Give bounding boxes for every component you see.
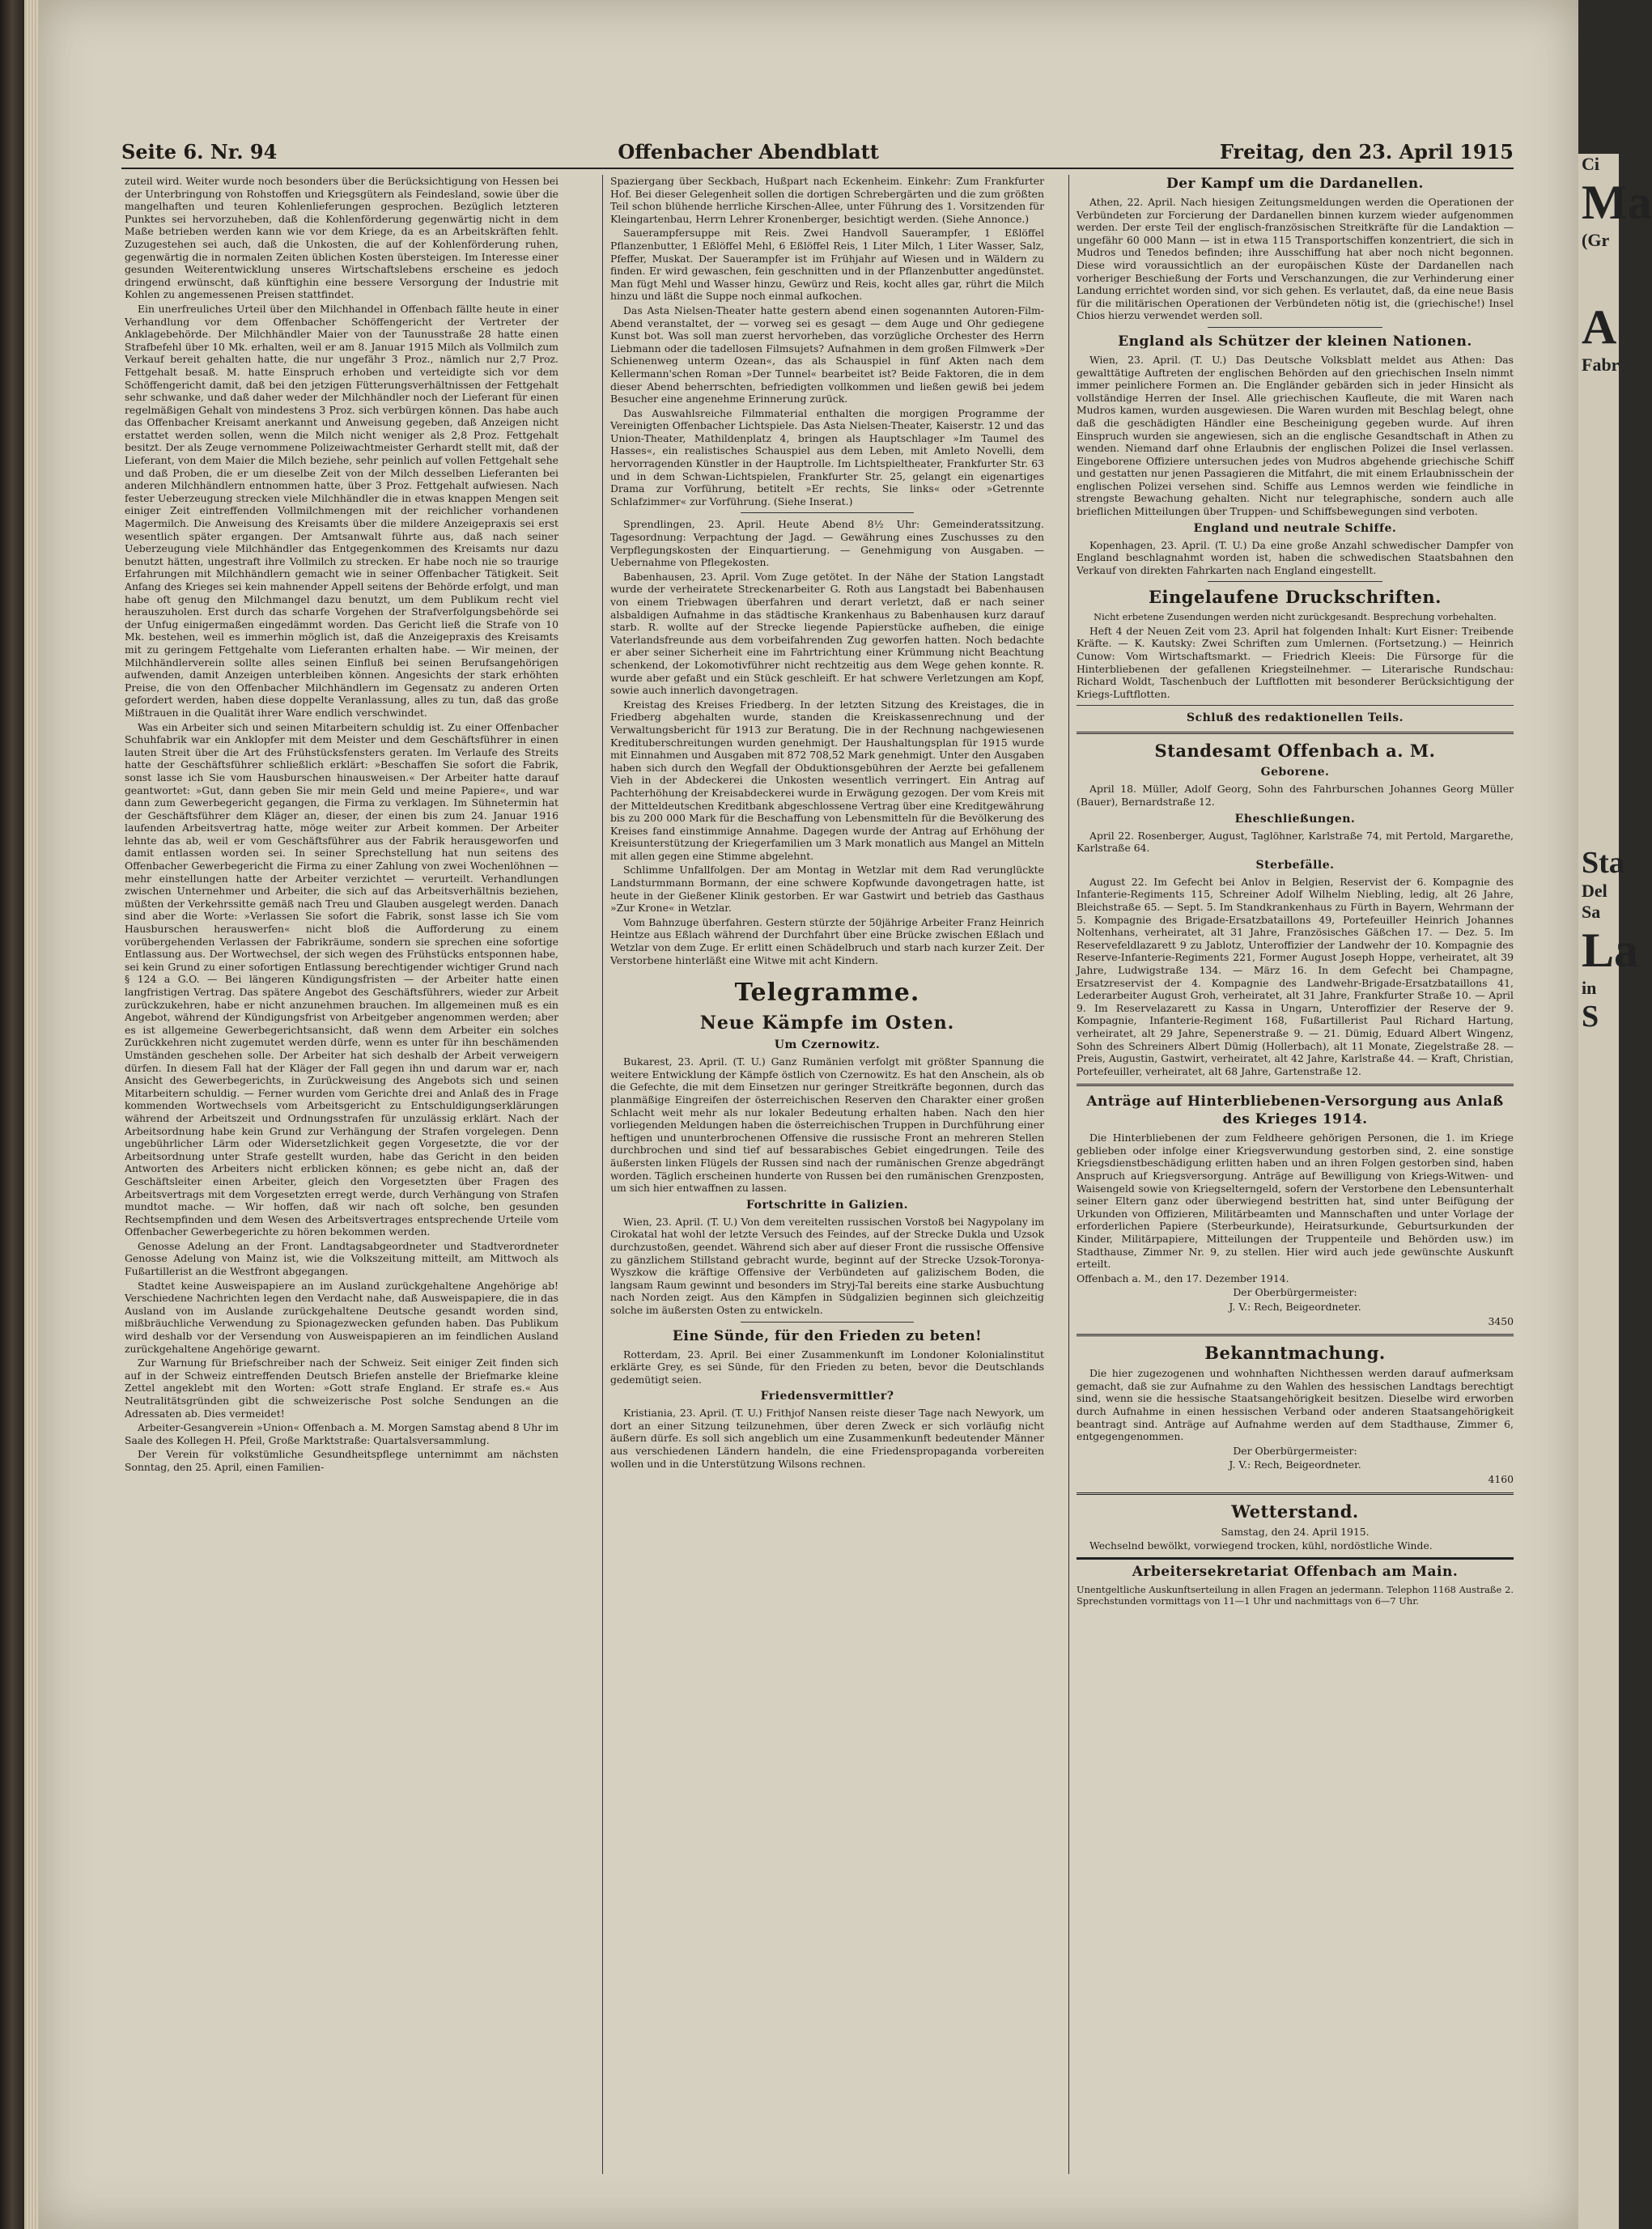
end-editorial-notice: Schluß des redaktionellen Teils. <box>1186 711 1404 725</box>
headline-druckschriften: Eingelaufene Druckschriften. <box>1149 587 1442 608</box>
headline-arbeitersekretariat: Arbeitersekretariat Offenbach am Main. <box>1132 1563 1459 1580</box>
article-schweiz: Zur Warnung für Briefschreiber nach der Schweiz. Seit einiger Zeit finden sich auf in der Schweiz eintreffenden Deutsch Briefen anstelle der Briefmarke kleine Zettel angeklebt mit den Worten: »Gott strafe England. Er strafe es.« Aus Neutralitätsgründen gibt die schweizerische Post solche Sendungen an die Adressaten ab. Dies vermeidet! <box>125 1357 558 1420</box>
issue-date: Freitag, den 23. April 1915 <box>1219 139 1514 163</box>
article-wetzlar: Schlimme Unfallfolgen. Der am Montag in Wetzlar mit dem Rad verunglückte Landsturmmann Bormann, der eine schwere Kopfwunde davongetragen hatte, ist heute in der Gießener Klinik gestorben. Er war Gastwirt und betrieb das Gasthaus »Zur Krone« in Wetzlar. <box>610 864 1044 915</box>
telegram-rotterdam: Rotterdam, 23. April. Bei einer Zusammenkunft im Londoner Kolonialinstitut erklärte Grey, es sei Sünde, für den Frieden zu beten, bevor die Deutschlands gedemütigt seien. <box>610 1348 1044 1386</box>
weather-forecast: Wechselnd bewölkt, vorwiegend trocken, kühl, nordöstliche Winde. <box>1089 1539 1433 1552</box>
newspaper-name: Offenbacher Abendblatt <box>618 139 879 163</box>
next-page-fragment: Sa <box>1582 902 1601 922</box>
subhead-sterbefaelle: Sterbefälle. <box>1255 858 1335 872</box>
arbeitersekretariat-info: Unentgeltliche Auskunftserteilung in allen Fragen an jedermann. Telephon 1168 Austraße 2. Sprechstunden vormittags von 11—1 Uhr und nachmittags von 6—7 Uhr. <box>1077 1583 1514 1607</box>
section-title-telegramme: Telegramme. <box>734 979 920 1008</box>
article-sprendlingen: Sprendlingen, 23. April. Heute Abend 8½ Uhr: Gemeinderatssitzung. Tagesordnung: Verpachtung der Jagd. — Gewährung eines Zuschusses zu den Verpflegungskosten der Einquartierung. — Genehmigung von Ausgaben. — Uebernahme von Pflegekosten. <box>610 518 1044 569</box>
telegram-kristiania: Kristiania, 23. April. (T. U.) Frithjof Nansen reiste dieser Tage nach Newyork, um dort an einer Sitzung teilzunehmen, über deren Zweck er sich vorläufig nicht äußern dürfe. Es soll sich angeblich um eine Zusammenkunft bedeutender Männer aus verschiedenen Ländern handeln, die eine Friedenspropaganda vorbereiten wollen und in die Unterstützung Wilsons rechnen. <box>610 1407 1044 1470</box>
column-divider <box>1068 175 1069 2174</box>
article-paragraph: Spaziergang über Seckbach, Hußpart nach Eckenheim. Einkehr: Zum Frankfurter Hof. Bei dieser Gelegenheit sollen die dortigen Schrebergärten und die zum größten Teil schon blühende herrliche Kirschen-Allee, unter Führung des 1. Vorsitzenden für Kleingartenbau, Herrn Lehrer Kronenberger, besichtigt werden. (Siehe Annonce.) <box>610 175 1044 225</box>
next-page-fragment: Ma <box>1582 176 1652 229</box>
page-number: Seite 6. Nr. 94 <box>121 139 278 163</box>
section-divider <box>1077 1084 1514 1086</box>
notice-number: 4160 <box>1488 1472 1514 1485</box>
headline-neutrale-schiffe: England und neutrale Schiffe. <box>1193 521 1397 535</box>
notice-bekanntmachung: Die hier zugezogenen und wohnhaften Nichthessen werden darauf aufmerksam gemacht, daß sie zur Aufnahme zu den Wahlen des hessischen Landtags berechtigt sind, wenn sie die hessische Staatsangehörigkeit besitzen. Dieselbe wird erworben durch Aufnahme in einen hessischen Verband oder anderen Staatsangehörigkeit beantragt sind. Anträge auf Aufnahme werden auf dem Stadthause, Zimmer 6, entgegengenommen. <box>1077 1367 1514 1443</box>
druckschriften-note: Nicht erbetene Zusendungen werden nicht zurückgesandt. Besprechung vorbehalten. <box>1094 611 1497 623</box>
adjacent-page-edge <box>1578 154 1652 2229</box>
column-3 <box>1077 175 1514 2172</box>
next-page-fragment: in <box>1582 978 1597 998</box>
section-divider <box>1208 327 1382 328</box>
subheadline-czernowitz: Um Czernowitz. <box>774 1038 881 1052</box>
column-2 <box>610 175 1044 2172</box>
column-divider <box>602 175 603 2174</box>
next-page-fragment: Sta <box>1582 846 1624 880</box>
article-lichtspiele: Das Auswahlsreiche Filmmaterial enthalten die morgigen Programme der Vereinigten Offenbacher Lichtspiele. Das Asta Nielsen-Theater, Kaiserstr. 12 und das Union-Theater, Mathildenplatz 4, bringen als Hauptschlager »Im Taumel des Hasses«, ein realistisches Schauspiel aus dem Leben, mit Amleto Novelli, dem hervorragenden Künstler in der Hauptrolle. Im Lichtspieltheater, Frankfurter Str. 63 und in dem Schwan-Lichtspielen, Frankfurter Str. 25, gelangt ein eigenartiges Drama zur Vorführung, betitelt »Er rechts, Sie links« oder »Getrennte Schlafzimmer« zur Vorführung. (Siehe Inserat.) <box>610 406 1044 507</box>
masthead-rule <box>121 168 1514 169</box>
subhead-geborene: Geborene. <box>1260 766 1330 779</box>
notice-number: 3450 <box>1488 1314 1514 1327</box>
section-divider <box>741 512 914 513</box>
headline-wetterstand: Wetterstand. <box>1231 1501 1359 1522</box>
headline-friedensvermittler: Friedensvermittler? <box>760 1390 894 1403</box>
recipe-sauerampfer: Sauerampfersuppe mit Reis. Zwei Handvoll Sauerampfer, 1 Eßlöffel Pflanzenbutter, 1 Eßlöffel Mehl, 6 Eßlöffel Reis, 1 Liter Milch, 1 Liter Wasser, Salz, Pfeffer, Muskat. Der Sauerampfer ist im Frühjahr auf Wiesen und in Wäldern zu finden. Er wird gewaschen, fein geschnitten und in der Pflanzenbutter angedünstet. Man fügt Mehl und Wasser hinzu, Gewürz und Reis, kocht alles gar, rührt die Milch hinzu und läßt die Suppe noch einmal aufkochen. <box>610 227 1044 303</box>
article-druckschriften: Heft 4 der Neuen Zeit vom 23. April hat folgenden Inhalt: Kurt Eisner: Treibende Kräfte. — K. Kautsky: Zwei Schriften zum Umlernen. (Fortsetzung.) — Heinrich Cunow: Vom Wirtschaftsmarkt. — Friedrich Kleeis: Die Fürsorge für die Hinterbliebenen der gefallenen Kriegsteilnehmer. — Literarische Rundschau: Richard Woldt, Taschenbuch der Luftflotten mit besonderer Berücksichtigung der Kriegs-Luftflotten. <box>1077 624 1514 700</box>
article-babenhausen: Babenhausen, 23. April. Vom Zuge getötet. In der Nähe der Station Langstadt wurde der verheiratete Streckenarbeiter G. Roth aus Langstadt bei Babenhausen von einem Triebwagen überfahren und derart verletzt, daß er nach seiner alsbaldigen Aufnahme in das städtische Krankenhaus zu Babenhausen kurz darauf starb. R. wollte auf der Strecke liegende Papierstücke aufheben, die einige Vaterlandsfreunde aus dem vorbeifahrenden Zug geworfen hatten. Noch bedachte er aber seiner Sicherheit eine im Fahrtrichtung einer Krümmung nicht Beachtung schenkend, der Lokomotivführer nicht rechtzeitig aus dem Wege gehen konnte. R. wurde aber gefaßt und ein Stück geschleift. Er hat schwere Verletzungen am Kopf, sowie auch innerlich davongetragen. <box>610 570 1044 697</box>
weather-date: Samstag, den 24. April 1915. <box>1221 1525 1370 1538</box>
headline-galizien: Fortschritte in Galizien. <box>745 1198 909 1212</box>
arbeitersekretariat-box <box>1077 1557 1514 1607</box>
notice-antraege-signature: Der Oberbürgermeister: <box>1233 1286 1357 1299</box>
entry-geborene: April 18. Müller, Adolf Georg, Sohn des Fahrburschen Johannes Georg Müller (Bauer), Bernardstraße 12. <box>1077 783 1514 808</box>
section-divider <box>1077 1492 1514 1495</box>
article-ausweispapiere: Stadtet keine Ausweispapiere an im Ausland zurückgehaltene Angehörige ab! Verschiedene Nachrichten legen den Verdacht nahe, daß Ausweispapiere, die in das Ausland von im Auslande zurückgehaltene Deutsche gesandt worden sind, mißbräuchliche Verwendung zu Spionagezwecken gefunden haben. Das Publikum wird deshalb vor der Versendung von Ausweispapieren an im feindlichen Ausland zurückgehaltene Angehörige gewarnt. <box>125 1279 558 1355</box>
section-divider <box>741 1322 914 1323</box>
headline-bekanntmachung: Bekanntmachung. <box>1204 1343 1386 1364</box>
notice-antraege-signature: J. V.: Rech, Beigeordneter. <box>1229 1301 1361 1313</box>
entry-sterbefaelle: August 22. Im Gefecht bei Anlov in Belgien, Reservist der 6. Kompagnie des Infanterie-Regiments 115, Schreiner Adolf Wilhelm Niebling, ledig, alt 26 Jahre, Bleichstraße 65. — Sept. 5. Im Standkrankenhaus zu Fürth in Bayern, Wehrmann der 5. Kompagnie des Brigade-Ersatzbataillons 49, Portefeuiller Heinrich Johannes Noltenhans, verheiratet, alt 31 Jahre, Französisches Gäßchen 17. — Dez. 5. Im Reservefeldlazarett 9 zu Jablotz, Unteroffizier der Landwehr der 10. Kompagnie des Reserve-Infanterie-Regiments 221, Former August Joseph Hoppe, verheiratet, alt 39 Jahre, Ludwigstraße 134. — März 16. In dem Gefecht bei Champagne, Ersatzreservist der 4. Kompagnie des Landwehr-Brigade-Ersatzbataillons 41, Lederarbeiter August Groh, verheiratet, alt 31 Jahre, Frankfurter Straße 10. — April 9. Im Reservelazarett zu Kassa in Ungarn, Unteroffizier der Reserve der 9. Kompagnie, Infanterie-Regiment 168, Fußartillerist Paul Richard Hartung, verheiratet, alt 29 Jahre, Sepenerstraße 9. — 21. Dümig, Eduard Albert Wingenz, Sohn des Schreiners Albert Dümig (Hollerbach), alt 11 Monate, Ziegelstraße 28. — Preis, Augustin, Gastwirt, verheiratet, alt 42 Jahre, Karlstraße 44. — Kraft, Christian, Portefeuiller, verheiratet, alt 68 Jahre, Gartenstraße 12. <box>1077 875 1514 1077</box>
section-divider <box>1077 732 1514 734</box>
notice-gesangverein: Arbeiter-Gesangverein »Union« Offenbach a. M. Morgen Samstag abend 8 Uhr im Saale des Kollegen H. Pfeil, Große Marktstraße: Quartalsversammlung. <box>125 1421 558 1446</box>
section-divider <box>1077 705 1514 706</box>
article-bahnzug: Vom Bahnzuge überfahren. Gestern stürzte der 50jährige Arbeiter Franz Heinrich Heintze aus Eßlach während der Durchfahrt über eine Brücke zwischen Eßlach und Wetzlar von dem Zuge. Er erlitt einen Schädelbruch und starb nach kurzer Zeit. Der Verstorbene hinterläßt eine Witwe mit acht Kindern. <box>610 915 1044 966</box>
section-divider <box>1208 581 1382 582</box>
entry-eheschliessungen: April 22. Rosenberger, August, Taglöhner, Karlstraße 74, mit Pertold, Margarethe, Karlstraße 64. <box>1077 829 1514 855</box>
next-page-fragment: Ci <box>1582 154 1599 174</box>
headline-neue-kaempfe: Neue Kämpfe im Osten. <box>699 1013 955 1034</box>
notice-bekanntmachung-signature: Der Oberbürgermeister: <box>1233 1444 1357 1457</box>
notice-bekanntmachung-signature: J. V.: Rech, Beigeordneter. <box>1229 1458 1361 1471</box>
notice-gesundheitspflege: Der Verein für volkstümliche Gesundheitspflege unternimmt am nächsten Sonntag, den 25. April, einen Familien- <box>125 1448 558 1473</box>
article-asta-nielsen: Das Asta Nielsen-Theater hatte gestern abend einen sogenannten Autoren-Film-Abend veranstaltet, der — vorweg sei es gesagt — dem Auge und Ohr gediegene Kunst bot. Was soll man zuerst hervorheben, das vorzügliche Orchester des Herrn Liebmann oder die tadellosen Filmsujets? Aufnahmen in dem großen Filmwerk »Der Schienenweg unterm Ozean«, das als Schauspiel in fünf Akten nach dem Kellermann'schen Roman »Der Tunnel« bearbeitet ist? Beide Faktoren, die in dem dieser Abend beherrschten, befriedigten vollkommen und ließen gewiß bei jedem Besucher eine angenehme Erinnerung zurück. <box>610 304 1044 405</box>
column-1 <box>125 175 558 2172</box>
next-page-fragment: A <box>1582 300 1617 354</box>
headline-england-schuetzer: England als Schützer der kleinen Nationen. <box>1118 333 1472 350</box>
next-page-fragment: (Gr <box>1582 230 1610 250</box>
headline-standesamt: Standesamt Offenbach a. M. <box>1154 741 1436 762</box>
page-edges <box>24 0 39 2229</box>
article-friedberg: Kreistag des Kreises Friedberg. In der letzten Sitzung des Kreistages, die in Friedberg abgehalten wurde, standen die Kreiskassenrechnung und der Verwaltungsbericht für 1913 zur Beratung. Die in der Rechnung nachgewiesenen Kredituberschreitungen wurden genehmigt. Der Haushaltungsplan für 1915 wurde mit Einnahmen und Ausgaben mit 872 708,52 Mark genehmigt. Unter den Ausgaben haben sich durch den Wegfall der Obduktionsgebühren der Aerzte bei gefallenem Vieh in der Abdeckerei die Unkosten wesentlich verringert. Ein Antrag auf Pachterhöhung der Kreisabdeckerei wurde in Erwägung gezogen. Der vom Kreis mit der Mitteldeutschen Kreditbank abgeschlossene Vertrag über eine Kreditgewährung bis zu 200 000 Mark für die Beschaffung von Lebensmitteln für die Bevölkerung des Kreises fand einstimmige Annahme. Dagegen wurde der Antrag auf Erhöhung der Kreisunterstützung der Kriegerfamilien um 3 Mark monatlich aus Mangel an Mitteln mit allen gegen eine Stimme abgelehnt. <box>610 698 1044 862</box>
headline-dardanellen: Der Kampf um die Dardanellen. <box>1166 176 1424 192</box>
section-divider <box>1077 1334 1514 1336</box>
telegram-wien: Wien, 23. April. (T. U.) Von dem vereitelten russischen Vorstoß bei Nagypolany im Cirokatal hat wohl der letzte Versuch des Feindes, auf der Strecke Dukla und Uzsok durchzustoßen, geendet. Während sich aber auf dieser Front die russische Offensive zu gänzlichem Stillstand gebracht wurde, beginnt auf der Strecke Uzsok-Toronya-Wyszkow die kräftige Offensive der Verbündeten auf galizischem Boden, die langsam Raum gewinnt und besonders im Stryj-Tal bereits eine starke Ausbuchtung nach Norden zeigt. Aus den Kämpfen in Südgalizien beginnen sich gleichzeitig solche im äußersten Osten zu entwickeln. <box>610 1215 1044 1316</box>
subhead-eheschliessungen: Eheschließungen. <box>1234 812 1356 826</box>
article-arbeiter: Was ein Arbeiter sich und seinen Mitarbeitern schuldig ist. Zu einer Offenbacher Schuhfabrik war ein Anklopfer mit dem Meister und dem Geschäftsführer in einen lauten Streit über die Art des Frühstücksfensters geraten. Im Verlaufe des Streits hatte der Geschäftsführer schließlich erklärt: »Beschaffen Sie sofort die Fabrik, sonst lasse ich Sie vom Hausburschen hinausweisen.« Der Arbeiter hatte darauf geantwortet: »Gut, dann geben Sie mir mein Geld und meine Papiere«, und war dann zum Gewerbegericht gegangen, die Firma zu verklagen. Im Sühnetermin hat der Geschäftsführer dem Kläger an, dieser, der einen bis zum 24. Januar 1916 laufenden Arbeitsvertrag hatte, möge weiter zur Arbeit kommen. Der Arbeiter lehnte das ab, weil er vom Geschäftsführer aus der Fabrik herausgeworfen und damit entlassen worden sei. In seiner Sprechstellung hat nun seitens des Offenbacher Gewerbegericht die Firma zu einer Zahlung von zwei Wochenlöhnen — mehr einstellungen hatte der Arbeiter verzichtet — verurteilt. Verhandlungen zwischen Unternehmer und Arbeiter, die sich auf das Arbeitsverhältnis beziehen, müßten der Verkehrssitte gemäß nach Treu und Glauben ausgelegt werden. Danach sind aber die Worte: »Verlassen Sie sofort die Fabrik, sonst lasse ich Sie vom Hausburschen herauswerfen« nicht bloß die Aufforderung zu einem vorübergehenden Verlassen der Fabrikräume, sondern sie sprechen eine sofortige Entlassung aus. Der Wortwechsel, der sich wegen des Frühstücks entsponnen habe, sei kein Grund zu einer sofortigen Entlassung berechtigender wichtiger Grund nach § 124 a G.O. — Bei längeren Kündigungsfristen — der Arbeiter hatte einen langfristigen Vertrag. Das spätere Angebot des Geschäftsführers, wieder zur Arbeit zurückzukehren, habe er nicht anzunehmen brauchen. Im allgemeinen muß es ein Angebot, während der Kündigungsfrist von Arbeitgeber angenommen werden; aber es ist allgemeine Gewerbegerichtsansicht, daß wenn dem Arbeiter ein solches Zurückkehren nicht zugemutet werden dürfe, wenn es unter für ihn beschämenden Umständen geschehen solle. Der Arbeiter hat sich deshalb der Arbeit verweigern dürfen. In diesem Fall hat der Kläger der Fall gegen ihn und darum war er, nach Ansicht des Gewerbegerichts, in Zurückweisung des Angebots sich und seinen Mitarbeitern schuldig. — Ferner wurden vom Gerichte drei and Anlaß des in Frage kommenden Wortwechsels vom Arbeitsgericht zu Entschuldigungserklärungen während der Arbeitszeit und Ordnungsstrafen für unzulässig erklärt. Nach der Arbeitsordnung habe kein Grund zur Verhängung der Strafen vorgelegen. Denn ungebührlicher Lärm oder Widersetzlichkeit gegen Vorgesetzte, die vor der Arbeitsordnung unter Strafe gestellt wurden, habe das Gericht in den beiden Antworten des Arbeiters nicht erblicken können; es gebe nicht an, daß der Geschäftsleiter einen Arbeiter, gleich den Vorgesetzten über Fragen des Arbeitsvertrags mit dem Vorgesetzten erregt werde, durch Verhängung von Strafen mundtot mache. — Wir hoffen, daß wir nach oft solche, ben gesunden Rechtsempfinden und dem Wesen des Arbeitsvertrages entsprechende Urteile vom Offenbacher Gewerbegerichte zu hören bekommen werden. <box>125 720 558 1238</box>
book-binding <box>0 0 24 2229</box>
article-adelung: Genosse Adelung an der Front. Landtagsabgeordneter und Stadtverordneter Genosse Adelung von Mainz ist, wie die Volkszeitung mitteilt, am Mittwoch als Fußartillerist an die Westfront abgegangen. <box>125 1239 558 1278</box>
article-paragraph: zuteil wird. Weiter wurde noch besonders über die Berücksichtigung von Hessen bei der Unterbringung von Rohstoffen und Kriegsgütern als Feindesland, sowie über die mangelhaften und teuren Kohlenlieferungen gesprochen. Bezüglich letzteren Punktes sei hervorzuheben, daß die Kohlenförderung gegenwärtig nicht in dem Maße betrieben werden kann wie vor dem Kriege, da es an Arbeitskräften fehlt. Zuzugestehen sei auch, daß die Unkosten, die auf der Kohlenförderung ruhen, gegenwärtig die in normalen Zeiten üblichen Kosten übersteigen. Im Interesse einer gesunden Weiterentwicklung unseres Wirtschaftslebens erscheine es jedoch dringend erwünscht, daß künftighin eine bessere Versorgung der Industrie mit Kohlen zu angemessenen Preisen stattfindet. <box>125 175 558 301</box>
article-neutrale-schiffe: Kopenhagen, 23. April. (T. U.) Da eine große Anzahl schwedischer Dampfer von England beschlagnahmt worden ist, haben die schwedischen Staatsbahnen den Verkauf von direkten Fahrkarten nach England eingestellt. <box>1077 538 1514 576</box>
headline-antraege: Anträge auf Hinterbliebenen-Versorgung aus Anlaß des Krieges 1914. <box>1086 1093 1504 1128</box>
next-page-fragment: Del <box>1582 881 1607 901</box>
next-page-fragment: S <box>1582 1000 1599 1034</box>
next-page-fragment: Fabr <box>1582 355 1620 375</box>
notice-antraege: Die Hinterbliebenen der zum Feldheere gehörigen Personen, die 1. im Kriege geblieben oder infolge einer Kriegsverwundung gestorben sind, 2. eine sonstige Kriegsdienstbeschädigung erlitten haben und an ihren Folgen gestorben sind, haben Anspruch auf Kriegsversorgung. Anträge auf Bewilligung von Kriegs-Witwen- und Waisengeld sowie von Kriegselterngeld, sofern der Verstorbene den Lebensunterhalt seiner Eltern ganz oder überwiegend bestritten hat, sind unter Beifügung der Urkunden von Offizieren, Militärbeamten und Mannschaften und unter Vorlage der erforderlichen Papiere (Sterbeurkunde), Heiratsurkunde, Geburtsurkunden der Kinder, Militärpapiere, Mitteilungen der Truppenteile und Behörden usw.) im Stadthause, Zimmer Nr. 9, zu stellen. Hier wird auch jede gewünschte Auskunft erteilt. <box>1077 1131 1514 1271</box>
next-page-fragment: La <box>1582 923 1639 977</box>
headline-suende: Eine Sünde, für den Frieden zu beten! <box>672 1327 983 1344</box>
article-england-schuetzer: Wien, 23. April. (T. U.) Das Deutsche Volksblatt meldet aus Athen: Das gewalttätige Auftreten der englischen Behörden auf den griechischen Inseln nimmt immer peinlichere Formen an. Die Engländer gebärden sich in jeder Hinsicht als vollständige Herren der Insel. Alle griechischen Kaufleute, die mit Waren nach Mudros kamen, wurden ausgewiesen. Die Waren wurden mit Beschlag belegt, ohne daß die geschädigten Händler eine Bescheinigung gegeben wurde. Auf ihren Einspruch wurden sie angewiesen, sich an die englische Gesandtschaft in Athen zu wenden. Niemand darf ohne Erlaubnis der englischen Polizei die Insel verlassen. Eingeborene Offiziere untersuchen jedes von Mudros abgehende griechische Schiff und gestatten nur jenen Passagieren die Mitfahrt, die mit einem Erlaubnisschein der englischen Polizei versehen sind. Schiffe aus Lemnos werden wie feindliche in strengste Bewachung gehalten. Nicht nur telegraphische, sondern auch alle brieflichen Mitteilungen über Truppen- und Schiffsbewegungen sind verboten. <box>1077 353 1514 518</box>
telegram-bukarest: Bukarest, 23. April. (T. U.) Ganz Rumänien verfolgt mit größter Spannung die weitere Entwicklung der Kämpfe östlich von Czernowitz. Es hat den Anschein, als ob die Gefechte, die mit dem Einsetzen nur geringer Streitkräfte begonnen, durch das planmäßige Eingreifen der österreichischen Reserven den Charakter einer großen Schlacht weit mehr als nur lokaler Bedeutung erhalten haben. Nach den hier vorliegenden Meldungen haben die österreichischen Truppen in Durchführung einer heftigen und ununterbrochenen Offensive die russische Front an mehreren Stellen durchbrochen und sind tief auf bessarabisches Gebiet eingedrungen. Teile des äußersten linken Flügels der Russen sind nach der rumänischen Grenze abgedrängt worden. Täglich erscheinen hunderte von Russen bei den rumänischen Grenzposten, um sich hier entwaffnen zu lassen. <box>610 1055 1044 1195</box>
notice-antraege-date: Offenbach a. M., den 17. Dezember 1914. <box>1077 1272 1289 1284</box>
article-dardanellen: Athen, 22. April. Nach hiesigen Zeitungsmeldungen werden die Operationen der Verbündeten zur Forcierung der Dardanellen binnen kurzem wieder aufgenommen werden. Der erste Teil der englisch-französischen Streitkräfte für die Landaktion — ungefähr 60 000 Mann — ist in etwa 115 Transportschiffen konzentriert, die sich in Mudros und Tenedos befinden; ihre Ausschiffung hat aber noch nicht begonnen. Diese wird voraussichtlich an der europäischen Küste der Dardanellen nach vorheriger Beschießung der Forts und Verschanzungen, die zur Verhinderung einer Landung errichtet worden sind, vor sich gehen. Es verlautet, daß, da eine neue Basis für die militärischen Operationen der Verbündeten nötig ist, die (griechische!) Insel Chios hierzu verwendet werden soll. <box>1077 196 1514 322</box>
article-milchhandel: Ein unerfreuliches Urteil über den Milchhandel in Offenbach fällte heute in einer Verhandlung vor dem Offenbacher Schöffengericht der Vertreter der Anklagebehörde. Der Milchhändler Maier von der Taunusstraße 28 hatte einen Strafbefehl über 10 Mk. erhalten, weil er am 8. Januar 1915 Milch als Vollmilch zum Verkauf bereit gehalten hatte, die nur ungefähr 3 Proz., nämlich nur 2,7 Proz. Fettgehalt besaß. M. hatte Einspruch erhoben und verteidigte sich vor dem Schöffengericht damit, daß bei den jetzigen Fütterungsverhältnissen der Fettgehalt sehr schwanke, und daß daher weder der Milchhändler noch der Lieferant für einen regelmäßigen Gehalt von mindestens 3 Proz. sich verbürgen können. Das habe auch das Offenbacher Kreisamt anerkannt und Anweisung gegeben, daß Anzeigen nicht erstattet werden sollen, wenn die Milch nicht weniger als 2,8 Proz. Fettgehalt besitzt. Der als Zeuge vernommene Polizeiwachtmeister Gerhardt stellt mit, daß der Lieferant, von dem Maier die Milch beziehe, sehr peinlich auf vollen Fettgehalt sehe und daß Proben, die er um dieselbe Zeit von der Milch desselben Lieferanten bei anderen Milchhändlern entnommen hatte, über 3 Proz. Fettgehalt aufwiesen. Nach fester Ueberzeugung strecken viele Milchhändler die in etwas knappen Mengen seit einiger Zeit eintreffenden Vollmilchmengen mit der reichlicher vorhandenen Magermilch. Die Anweisung des Kreisamts über die mildere Anzeigepraxis sei erst wesentlich später ergangen. Der Amtsanwalt führte aus, daß nach seiner Ueberzeugung viele Milchhändler das Entgegenkommen des Kreisamts nur dazu benutzt hätten, ungestraft ihre Vollmilch zu strecken. Er habe noch nie so traurige Erfahrungen mit Milchhändlern gemacht wie in seiner Offenbacher Tätigkeit. Seit Anfang des Krieges sei kein mahnender Appell seitens der Behörde erfolgt, und man habe oft genug den Milchmangel dazu benutzt, um dem Publikum recht viel herauszuholen. Erst durch das scharfe Vorgehen der Strafverfolgungsbehörde sei der Unfug einigermaßen eingedämmt worden. Das Gericht ließ die Strafe von 10 Mk. bestehen, weil es immerhin möglich ist, daß die Anzeigepraxis des Kreisamts mit zu geringem Fettgehalte vom Lieferanten erhalten habe. — Wir meinen, der Milchhändlerverein sollte alles seinen Einfluß bei seinen Berufsangehörigen aufwenden, damit Anzeigen unterbleiben können. Angesichts der stark erhöhten Preise, die von den Offenbacher Milchhändlern im Gegensatz zu anderen Orten gefordert werden, haben diese doppelte Veranlassung, alles zu tun, daß das große Mißtrauen in die Qualität ihrer Ware endlich verschwindet. <box>125 302 558 719</box>
masthead <box>121 138 1514 165</box>
